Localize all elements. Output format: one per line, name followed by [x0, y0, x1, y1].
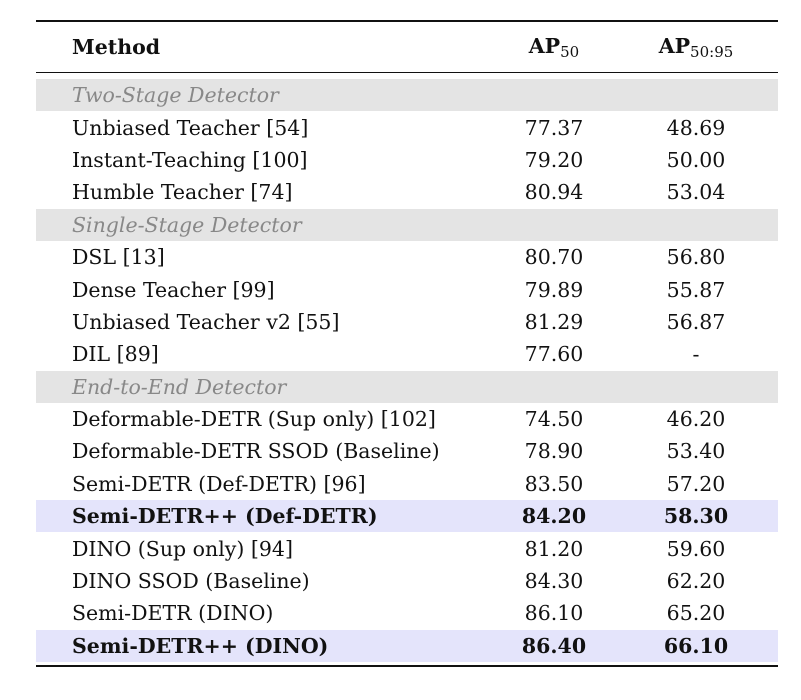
ap50-cell: 78.90: [524, 439, 584, 464]
table-row: [36, 435, 778, 467]
method-cell: DIL [89]: [72, 342, 159, 367]
ap5095-cell: 65.20: [666, 601, 726, 626]
group-header-row: [36, 79, 778, 111]
ap5095-cell: -: [692, 342, 700, 367]
group-header-row: [36, 371, 778, 403]
method-cell: DINO (Sup only) [94]: [72, 536, 293, 561]
ap50-cell: 84.30: [524, 569, 584, 594]
ap5095-cell: 55.87: [666, 277, 726, 302]
method-cell: Semi-DETR (DINO): [72, 601, 274, 626]
ap50-cell: 79.89: [524, 277, 584, 302]
ap50-cell: 77.37: [524, 115, 584, 140]
ap5095-cell: 48.69: [666, 115, 726, 140]
ap5095-cell: 56.87: [666, 309, 726, 334]
group-label: Single-Stage Detector: [72, 212, 302, 237]
highlighted-table-row: [36, 630, 778, 662]
table-row: [36, 338, 778, 370]
ap5095-cell: 53.40: [666, 439, 726, 464]
table-row: [36, 565, 778, 597]
ap5095-cell: 50.00: [666, 147, 726, 172]
header-method: Method: [72, 35, 161, 59]
table-body: [36, 79, 778, 662]
table-row: [36, 403, 778, 435]
method-cell: Semi-DETR++ (Def-DETR): [72, 504, 378, 529]
ap50-cell: 84.20: [521, 504, 587, 529]
results-table: [36, 20, 778, 667]
header-ap5095-main: AP: [658, 33, 691, 58]
ap50-cell: 74.50: [524, 407, 584, 432]
header-row: [36, 22, 778, 72]
method-cell: Deformable-DETR (Sup only) [102]: [72, 407, 436, 432]
table-row: [36, 273, 778, 305]
method-cell: Semi-DETR++ (DINO): [72, 633, 329, 658]
ap5095-cell: 62.20: [666, 569, 726, 594]
table-row: [36, 241, 778, 273]
table-row: [36, 306, 778, 338]
ap50-cell: 86.10: [524, 601, 584, 626]
ap5095-cell: 57.20: [666, 471, 726, 496]
ap5095-cell: 59.60: [666, 536, 726, 561]
method-cell: Deformable-DETR SSOD (Baseline): [72, 439, 440, 464]
ap5095-cell: 56.80: [666, 245, 726, 270]
highlighted-table-row: [36, 500, 778, 532]
method-cell: Dense Teacher [99]: [72, 277, 275, 302]
ap5095-cell: 53.04: [666, 180, 726, 205]
header-ap5095-sub: 50:95: [690, 42, 734, 61]
ap5095-cell: 58.30: [663, 504, 729, 529]
header-ap50-main: AP: [528, 33, 561, 58]
ap50-cell: 81.29: [524, 309, 584, 334]
header-ap50: [494, 34, 614, 61]
method-cell: Instant-Teaching [100]: [72, 147, 308, 172]
ap50-cell: 80.70: [524, 245, 584, 270]
ap50-cell: 77.60: [524, 342, 584, 367]
table-row: [36, 176, 778, 208]
group-label: End-to-End Detector: [72, 374, 287, 399]
group-label: Two-Stage Detector: [72, 83, 279, 108]
header-ap50-sub: 50: [560, 42, 580, 61]
method-cell: Unbiased Teacher [54]: [72, 115, 309, 140]
bottom-rule: [36, 665, 778, 667]
ap50-cell: 86.40: [521, 633, 587, 658]
ap5095-cell: 66.10: [663, 633, 729, 658]
table-row: [36, 468, 778, 500]
method-cell: DINO SSOD (Baseline): [72, 569, 310, 594]
ap50-cell: 79.20: [524, 147, 584, 172]
table-row: [36, 111, 778, 143]
method-cell: Humble Teacher [74]: [72, 180, 293, 205]
method-cell: Unbiased Teacher v2 [55]: [72, 309, 340, 334]
ap5095-cell: 46.20: [666, 407, 726, 432]
ap50-cell: 83.50: [524, 471, 584, 496]
method-cell: Semi-DETR (Def-DETR) [96]: [72, 471, 366, 496]
method-cell: DSL [13]: [72, 245, 165, 270]
group-header-row: [36, 209, 778, 241]
table-row: [36, 597, 778, 629]
table-row: [36, 532, 778, 564]
ap50-cell: 80.94: [524, 180, 584, 205]
table-row: [36, 144, 778, 176]
ap50-cell: 81.20: [524, 536, 584, 561]
header-ap5095: [614, 34, 778, 61]
